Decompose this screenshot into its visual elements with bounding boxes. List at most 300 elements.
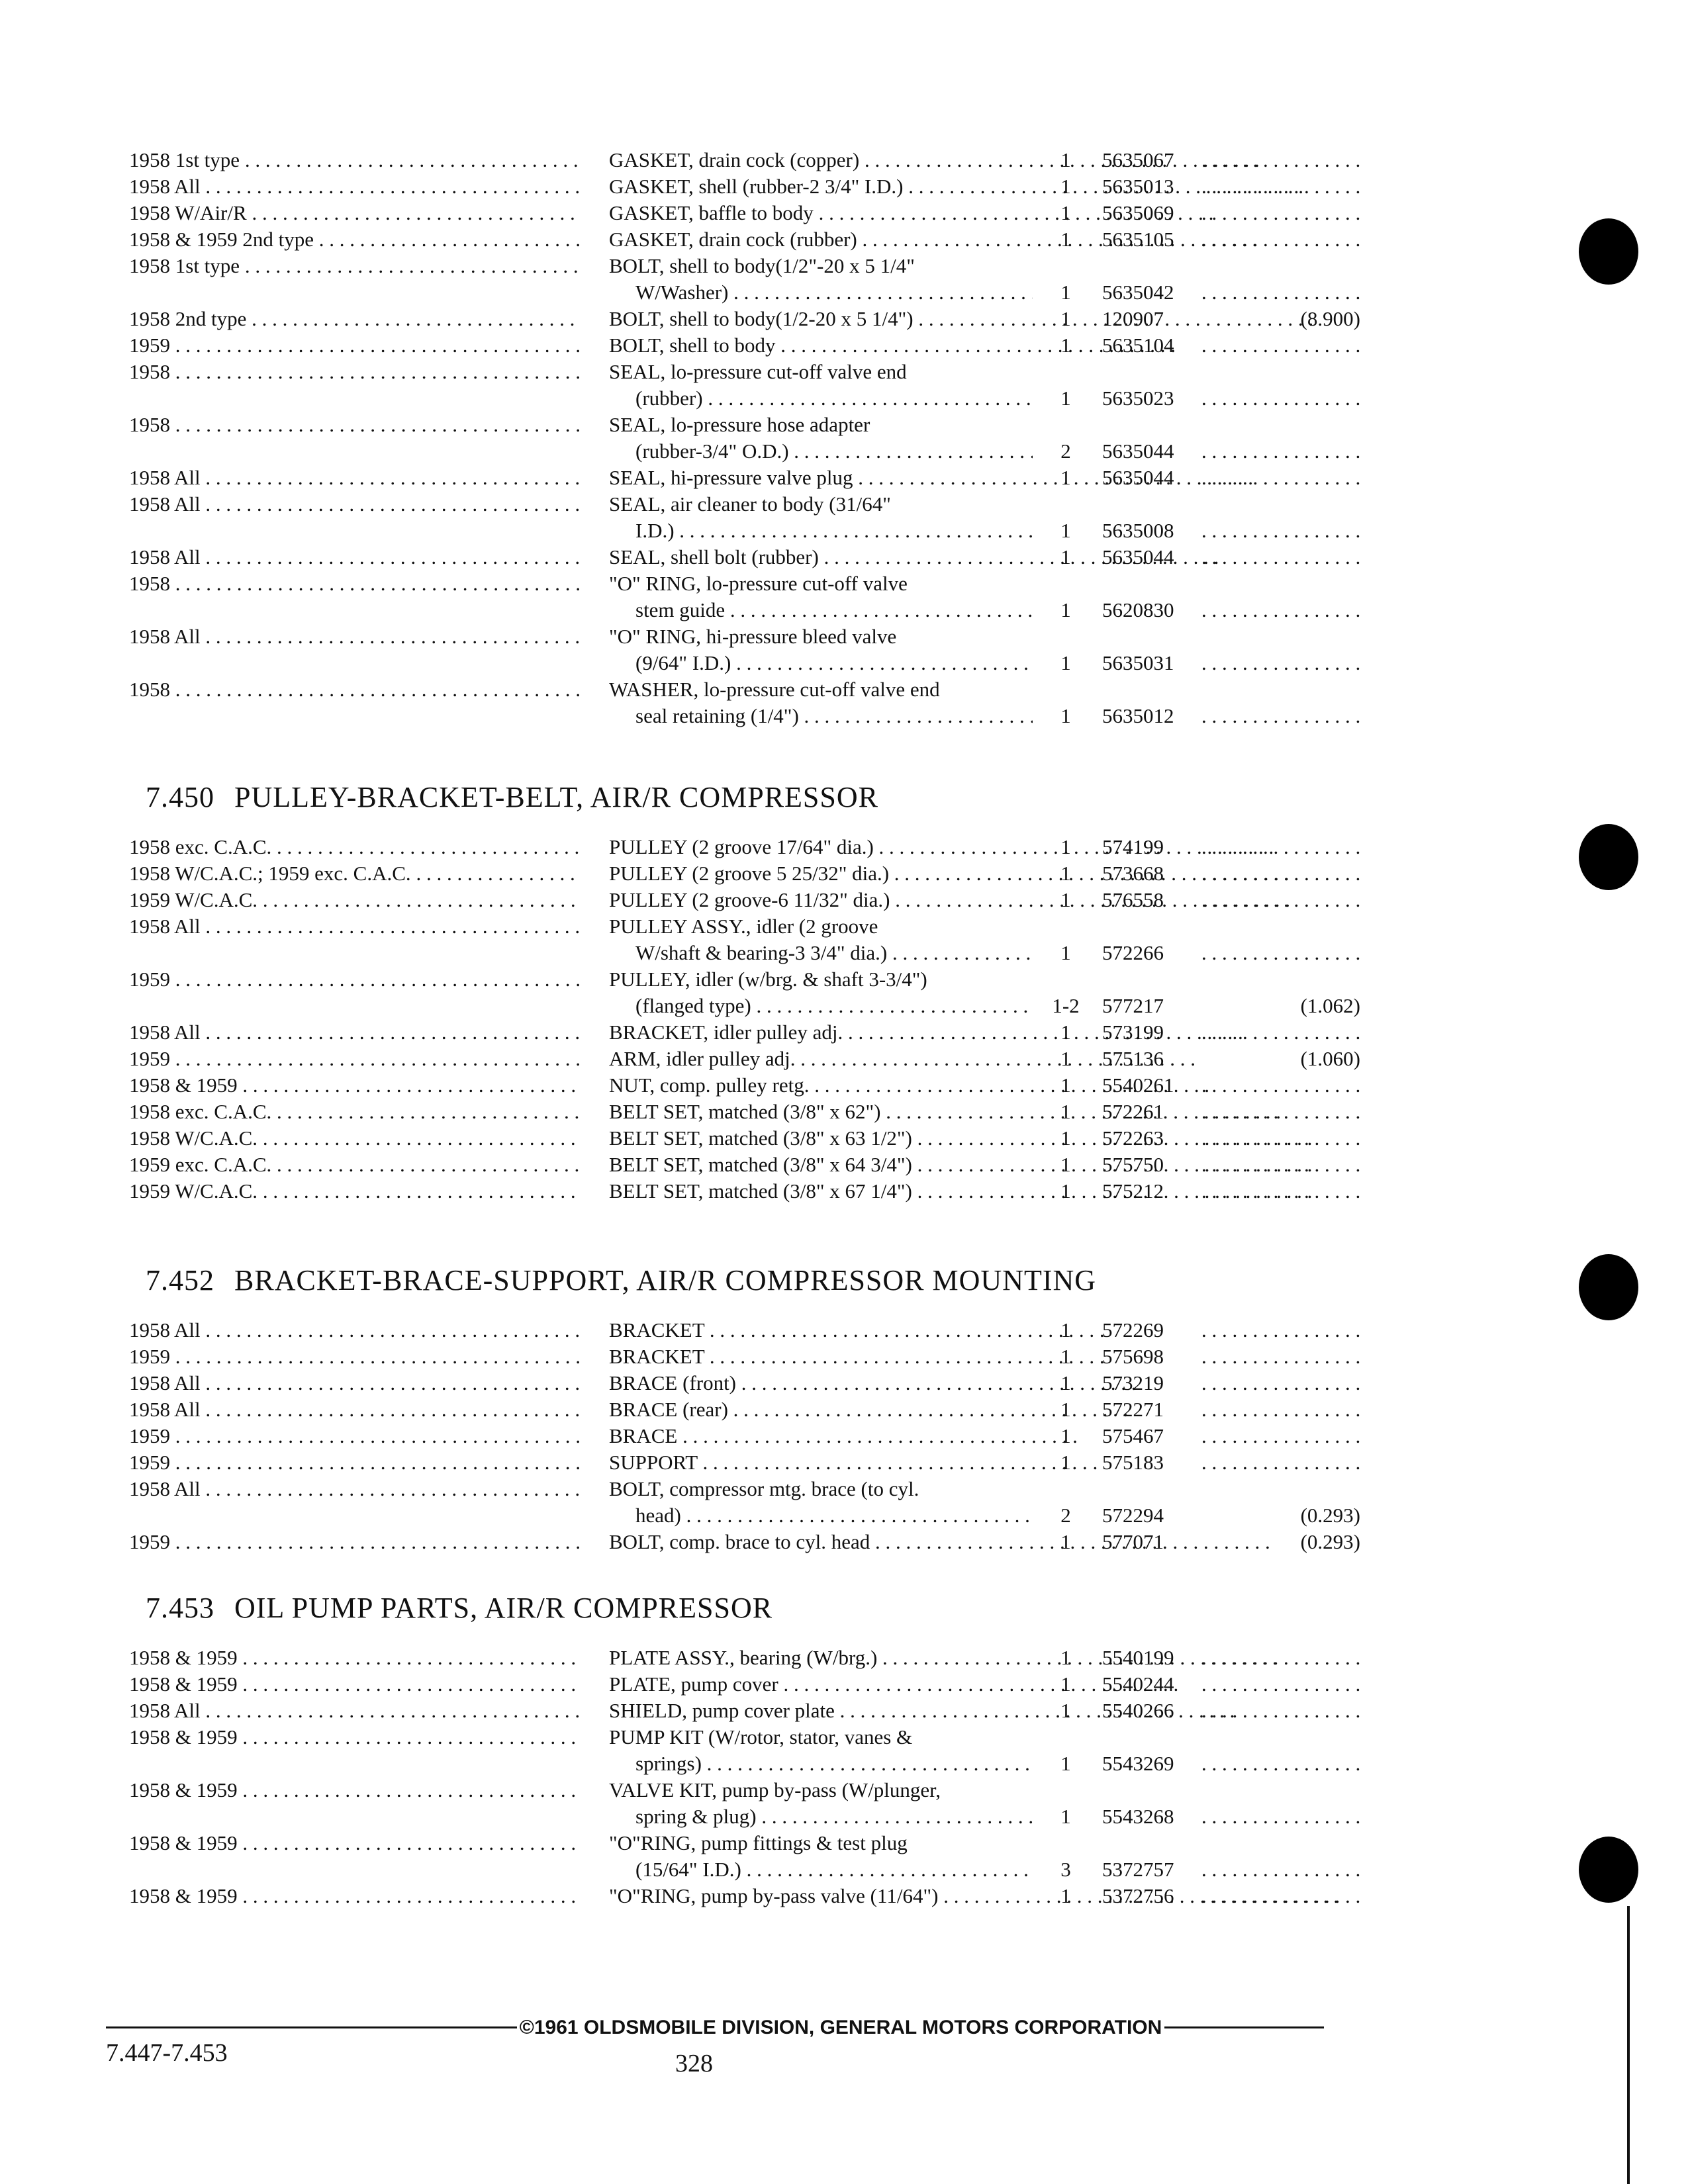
price-cell: (0.293) [1300,1504,1360,1527]
description-text: BRACKET . . . [609,1317,1036,1343]
quantity-cell: 1 [1060,1345,1071,1368]
application-text: 1958 All [129,492,201,516]
price-cell [1201,887,1360,913]
part-row [0,1343,1688,1370]
punch-hole [1579,1837,1638,1903]
price-cell [1201,518,1360,544]
price-cell [1201,1317,1360,1343]
part-number-cell: 574199 [1102,835,1164,858]
price-cell [1201,650,1360,676]
part-number-cell: 572263 [1102,1126,1164,1150]
application-cell [129,359,579,385]
application-cell [129,1178,579,1205]
quantity-cell: 1 [1060,281,1071,304]
description-text: GASKET, baffle to body . . . [609,200,1036,226]
quantity-cell: 1 [1060,307,1071,330]
part-row [0,491,1688,544]
quantity-cell: 1 [1060,704,1071,727]
quantity-cell: 2 [1060,1504,1071,1527]
application-cell [129,200,579,226]
application-cell [129,860,579,887]
price-cell [1201,226,1360,253]
description-cell [609,1449,1036,1476]
price-cell [1201,1883,1360,1909]
application-text: 1958 All [129,466,201,489]
application-cell [129,1396,579,1423]
application-cell [129,465,579,491]
description-cell [609,1698,1036,1724]
application-cell [129,1099,579,1125]
application-text: 1958 All [129,915,201,938]
quantity-cell: 1 [1060,1100,1071,1123]
price-cell [1201,860,1360,887]
part-row [0,1449,1688,1476]
quantity-cell: 1-2 [1052,994,1080,1017]
section-number: 7.450 [146,781,214,813]
price-cell [1201,1645,1360,1671]
application-text: 1958 W/C.A.C.; 1959 exc. C.A.C. [129,862,411,885]
part-row [0,200,1688,226]
description-cell [609,1883,1036,1909]
part-number-cell: 5540244 [1102,1672,1174,1696]
description-cell [609,1178,1036,1205]
application-text: 1958 All [129,625,201,648]
description-text: PUMP KIT (W/rotor, stator, vanes & [609,1725,913,1749]
description-text: SEAL, shell bolt (rubber) . . . [609,544,1036,570]
description-text: "O" RING, lo-pressure cut-off valve [609,572,908,595]
part-number-cell: 5635067 [1102,148,1174,171]
part-number-cell: 5372756 [1102,1884,1174,1907]
price-cell [1201,332,1360,359]
description-continuation: (rubber) . . . [609,385,1033,412]
description-continuation: (15/64" I.D.) . . . [609,1856,1033,1883]
description-continuation: springs) . . . [609,1751,1033,1777]
description-cell [609,1529,1036,1555]
quantity-cell: 1 [1060,1424,1071,1447]
description-cell [609,173,1036,200]
part-row [0,226,1688,253]
part-number-cell: 572261 [1102,1100,1164,1123]
price-cell [1201,597,1360,623]
price-cell [1201,1072,1360,1099]
part-row [0,1125,1688,1152]
price-cell [1201,703,1360,729]
part-row [0,359,1688,412]
part-number-cell: 5635105 [1102,228,1174,251]
quantity-cell: 1 [1060,598,1071,621]
price-cell [1201,1152,1360,1178]
application-cell [129,1645,579,1671]
quantity-cell: 1 [1060,1179,1071,1203]
part-row [0,1476,1688,1529]
part-row [0,913,1688,966]
application-cell [129,1072,579,1099]
part-number-cell: 5635023 [1102,387,1174,410]
quantity-cell: 1 [1060,228,1071,251]
part-row [0,676,1688,729]
description-cell [609,860,1036,887]
part-row [0,1152,1688,1178]
application-text: 1958 & 1959 [129,1831,238,1854]
punch-hole [1579,1254,1638,1320]
description-continuation: (flanged type) . . . [609,993,1033,1019]
part-row [0,1724,1688,1777]
part-number-cell: 5635044 [1102,545,1174,569]
part-number-cell: 5635031 [1102,651,1174,674]
description-text: BELT SET, matched (3/8" x 67 1/4") . . . [609,1178,1036,1205]
description-cell [609,412,1036,465]
price-cell [1201,465,1360,491]
application-text: 1958 & 1959 [129,1646,238,1669]
part-row [0,1777,1688,1830]
quantity-cell: 1 [1060,1153,1071,1176]
application-text: 1958 1st type [129,148,240,171]
quantity-cell: 1 [1060,1398,1071,1421]
price-cell [1201,1019,1360,1046]
application-cell [129,1370,579,1396]
application-text: 1958 exc. C.A.C. [129,1100,272,1123]
part-number-cell: 575750 [1102,1153,1164,1176]
price-cell [1201,385,1360,412]
description-text: BOLT, shell to body(1/2-20 x 5 1/4") . . . [609,306,1036,332]
part-row [0,544,1688,570]
part-number-cell: 5543268 [1102,1805,1174,1828]
description-cell [609,306,1036,332]
quantity-cell: 1 [1060,1318,1071,1342]
quantity-cell: 1 [1060,1073,1071,1097]
part-number-cell: 5635008 [1102,519,1174,542]
description-cell [609,1777,1036,1830]
application-text: 1958 [129,678,170,701]
section-title: OIL PUMP PARTS, AIR/R COMPRESSOR [234,1592,773,1624]
part-row [0,1529,1688,1555]
section-heading [146,781,878,814]
application-cell [129,412,579,438]
description-text: PLATE ASSY., bearing (W/brg.) . . . [609,1645,1036,1671]
price-cell [1201,1178,1360,1205]
part-number-cell: 576558 [1102,888,1164,911]
part-number-cell: 575183 [1102,1451,1164,1474]
part-number-cell: 5635069 [1102,201,1174,224]
quantity-cell: 1 [1060,201,1071,224]
price-cell [1201,200,1360,226]
description-text: "O"RING, pump by-pass valve (11/64") . . . [609,1883,1036,1909]
application-cell [129,147,579,173]
price-cell: (1.060) [1300,1047,1360,1070]
description-cell [609,226,1036,253]
section-heading [146,1264,1096,1297]
application-cell [129,1529,579,1555]
description-text: "O" RING, hi-pressure bleed valve [609,625,897,648]
price-cell [1201,544,1360,570]
section-title: PULLEY-BRACKET-BELT, AIR/R COMPRESSOR [234,781,878,813]
part-row [0,1698,1688,1724]
application-text: 1958 All [129,545,201,569]
part-number-cell: 120907 [1102,307,1164,330]
part-row [0,253,1688,306]
price-cell [1201,1449,1360,1476]
application-cell [129,913,579,940]
application-cell [129,226,579,253]
part-number-cell: 5635104 [1102,334,1174,357]
description-text: SUPPORT . . . [609,1449,1036,1476]
description-text: GASKET, drain cock (copper) . . . [609,147,1036,173]
description-cell [609,1724,1036,1777]
application-cell [129,1830,579,1856]
price-cell [1201,940,1360,966]
part-number-cell: 575698 [1102,1345,1164,1368]
part-number-cell: 573199 [1102,1021,1164,1044]
description-cell [609,570,1036,623]
description-text: PULLEY (2 groove-6 11/32" dia.) . . . [609,887,1036,913]
description-cell [609,1370,1036,1396]
price-cell [1201,1125,1360,1152]
quantity-cell: 1 [1060,941,1071,964]
application-text: 1958 & 1959 [129,1725,238,1749]
quantity-cell: 1 [1060,1646,1071,1669]
application-cell [129,623,579,650]
part-number-cell: 5635044 [1102,466,1174,489]
part-number-cell: 5635013 [1102,175,1174,198]
price-cell: (1.062) [1300,994,1360,1017]
description-text: SEAL, hi-pressure valve plug . . . [609,465,1036,491]
application-cell [129,1476,579,1502]
description-text: GASKET, drain cock (rubber) . . . [609,226,1036,253]
section-heading [146,1592,773,1625]
description-text: BELT SET, matched (3/8" x 62") . . . [609,1099,1036,1125]
part-row [0,570,1688,623]
part-row [0,306,1688,332]
application-text: 1958 All [129,1021,201,1044]
description-cell [609,332,1036,359]
price-cell [1201,1671,1360,1698]
description-cell [609,834,1036,860]
description-cell [609,1645,1036,1671]
part-row [0,1645,1688,1671]
description-text: BELT SET, matched (3/8" x 64 3/4") . . . [609,1152,1036,1178]
description-cell [609,359,1036,412]
description-text: BELT SET, matched (3/8" x 63 1/2") . . . [609,1125,1036,1152]
description-text: "O"RING, pump fittings & test plug [609,1831,908,1854]
application-text: 1958 All [129,175,201,198]
application-text: 1958 & 1959 2nd type [129,228,314,251]
part-row [0,623,1688,676]
application-cell [129,1423,579,1449]
part-row [0,1830,1688,1883]
part-row [0,1423,1688,1449]
application-cell [129,676,579,703]
application-text: 1958 All [129,1477,201,1500]
description-cell [609,1343,1036,1370]
description-cell [609,1317,1036,1343]
description-text: SEAL, lo-pressure cut-off valve end [609,360,907,383]
description-cell [609,491,1036,544]
application-cell [129,966,579,993]
description-cell [609,1830,1036,1883]
application-cell [129,1777,579,1803]
description-text: WASHER, lo-pressure cut-off valve end [609,678,940,701]
application-cell [129,1019,579,1046]
part-row [0,332,1688,359]
quantity-cell: 1 [1060,1752,1071,1775]
price-cell [1201,173,1360,200]
application-cell [129,1125,579,1152]
description-continuation: I.D.) . . . [609,518,1033,544]
part-number-cell: 572294 [1102,1504,1164,1527]
description-cell [609,966,1036,1019]
part-number-cell: 572266 [1102,941,1164,964]
section-number: 7.452 [146,1264,214,1297]
application-text: 1958 [129,413,170,436]
footer-copyright: ©1961 OLDSMOBILE DIVISION, GENERAL MOTORS CORPORATION [410,2016,1271,2040]
description-cell [609,1072,1036,1099]
part-number-cell: 572271 [1102,1398,1164,1421]
application-cell [129,544,579,570]
quantity-cell: 1 [1060,519,1071,542]
part-number-cell: 575467 [1102,1424,1164,1447]
quantity-cell: 1 [1060,387,1071,410]
application-text: 1959 exc. C.A.C. [129,1153,272,1176]
part-number-cell: 5540261 [1102,1073,1174,1097]
description-cell [609,1019,1036,1046]
description-cell [609,913,1036,966]
description-text: PULLEY (2 groove 5 25/32" dia.) . . . [609,860,1036,887]
application-cell [129,173,579,200]
application-text: 1958 & 1959 [129,1672,238,1696]
application-text: 1959 W/C.A.C. [129,1179,258,1203]
part-number-cell: 5635042 [1102,281,1174,304]
description-text: ARM, idler pulley adj. . . . [609,1046,1036,1072]
price-cell [1201,1698,1360,1724]
application-cell [129,834,579,860]
application-cell [129,1671,579,1698]
application-text: 1959 W/C.A.C. [129,888,258,911]
part-number-cell: 575136 [1102,1047,1164,1070]
application-cell [129,306,579,332]
price-cell: (8.900) [1300,307,1360,330]
description-continuation: head) . . . [609,1502,1033,1529]
description-text: PULLEY (2 groove 17/64" dia.) . . . [609,834,1036,860]
part-row [0,1396,1688,1423]
quantity-cell: 1 [1060,1047,1071,1070]
application-cell [129,1698,579,1724]
price-cell [1201,1423,1360,1449]
description-text: PLATE, pump cover . . . [609,1671,1036,1698]
description-text: BRACKET . . . [609,1343,1036,1370]
quantity-cell: 1 [1060,835,1071,858]
price-cell [1201,1099,1360,1125]
description-text: BRACKET, idler pulley adj. . . . [609,1019,1036,1046]
part-row [0,173,1688,200]
quantity-cell: 1 [1060,1672,1071,1696]
application-cell [129,887,579,913]
quantity-cell: 1 [1060,1126,1071,1150]
quantity-cell: 1 [1060,1451,1071,1474]
description-text: BRACE . . . [609,1423,1036,1449]
price-cell [1201,1396,1360,1423]
section-number: 7.453 [146,1592,214,1624]
punch-hole [1579,218,1638,285]
description-text: BRACE (front) . . . [609,1370,1036,1396]
description-cell [609,1476,1036,1529]
description-cell [609,1152,1036,1178]
application-text: 1958 All [129,1371,201,1394]
price-cell [1201,1803,1360,1830]
application-text: 1958 All [129,1398,201,1421]
quantity-cell: 1 [1060,1699,1071,1722]
application-cell [129,1883,579,1909]
application-cell [129,1449,579,1476]
description-text: GASKET, shell (rubber-2 3/4" I.D.) . . . [609,173,1036,200]
part-number-cell: 5372757 [1102,1858,1174,1881]
description-text: PULLEY ASSY., idler (2 groove [609,915,878,938]
description-cell [609,676,1036,729]
part-row [0,1370,1688,1396]
description-cell [609,200,1036,226]
part-row [0,1099,1688,1125]
part-row [0,1072,1688,1099]
description-text: BOLT, shell to body . . . [609,332,1036,359]
part-number-cell: 577071 [1102,1530,1164,1553]
application-text: 1959 [129,334,170,357]
description-continuation: (rubber-3/4" O.D.) . . . [609,438,1033,465]
application-text: 1958 & 1959 [129,1073,238,1097]
application-text: 1959 [129,1530,170,1553]
part-row [0,834,1688,860]
description-continuation: W/Washer) . . . [609,279,1033,306]
part-number-cell: 572269 [1102,1318,1164,1342]
part-row [0,1046,1688,1072]
description-continuation: seal retaining (1/4") . . . [609,703,1033,729]
price-cell [1201,1343,1360,1370]
application-cell [129,1046,579,1072]
quantity-cell: 1 [1060,334,1071,357]
description-cell [609,465,1036,491]
part-row [0,966,1688,1019]
part-row [0,465,1688,491]
application-text: 1959 [129,1424,170,1447]
part-number-cell: 573668 [1102,862,1164,885]
description-cell [609,1125,1036,1152]
quantity-cell: 3 [1060,1858,1071,1881]
application-cell [129,570,579,597]
part-number-cell: 5635044 [1102,439,1174,463]
description-text: NUT, comp. pulley retg. . . . [609,1072,1036,1099]
application-text: 1958 [129,572,170,595]
quantity-cell: 1 [1060,1021,1071,1044]
quantity-cell: 2 [1060,439,1071,463]
part-number-cell: 5620830 [1102,598,1174,621]
part-row [0,1178,1688,1205]
description-cell [609,147,1036,173]
price-cell [1201,1751,1360,1777]
application-text: 1958 2nd type [129,307,247,330]
price-cell [1201,438,1360,465]
description-cell [609,544,1036,570]
application-text: 1958 1st type [129,254,240,277]
description-text: PULLEY, idler (w/brg. & shaft 3-3/4") [609,968,927,991]
application-text: 1958 All [129,1318,201,1342]
part-row [0,1019,1688,1046]
application-text: 1958 All [129,1699,201,1722]
binding-edge [1627,1906,1630,2184]
part-row [0,887,1688,913]
description-text: SHIELD, pump cover plate . . . [609,1698,1036,1724]
quantity-cell: 1 [1060,545,1071,569]
application-cell [129,1343,579,1370]
description-text: BOLT, shell to body(1/2"-20 x 5 1/4" [609,254,915,277]
part-row [0,147,1688,173]
